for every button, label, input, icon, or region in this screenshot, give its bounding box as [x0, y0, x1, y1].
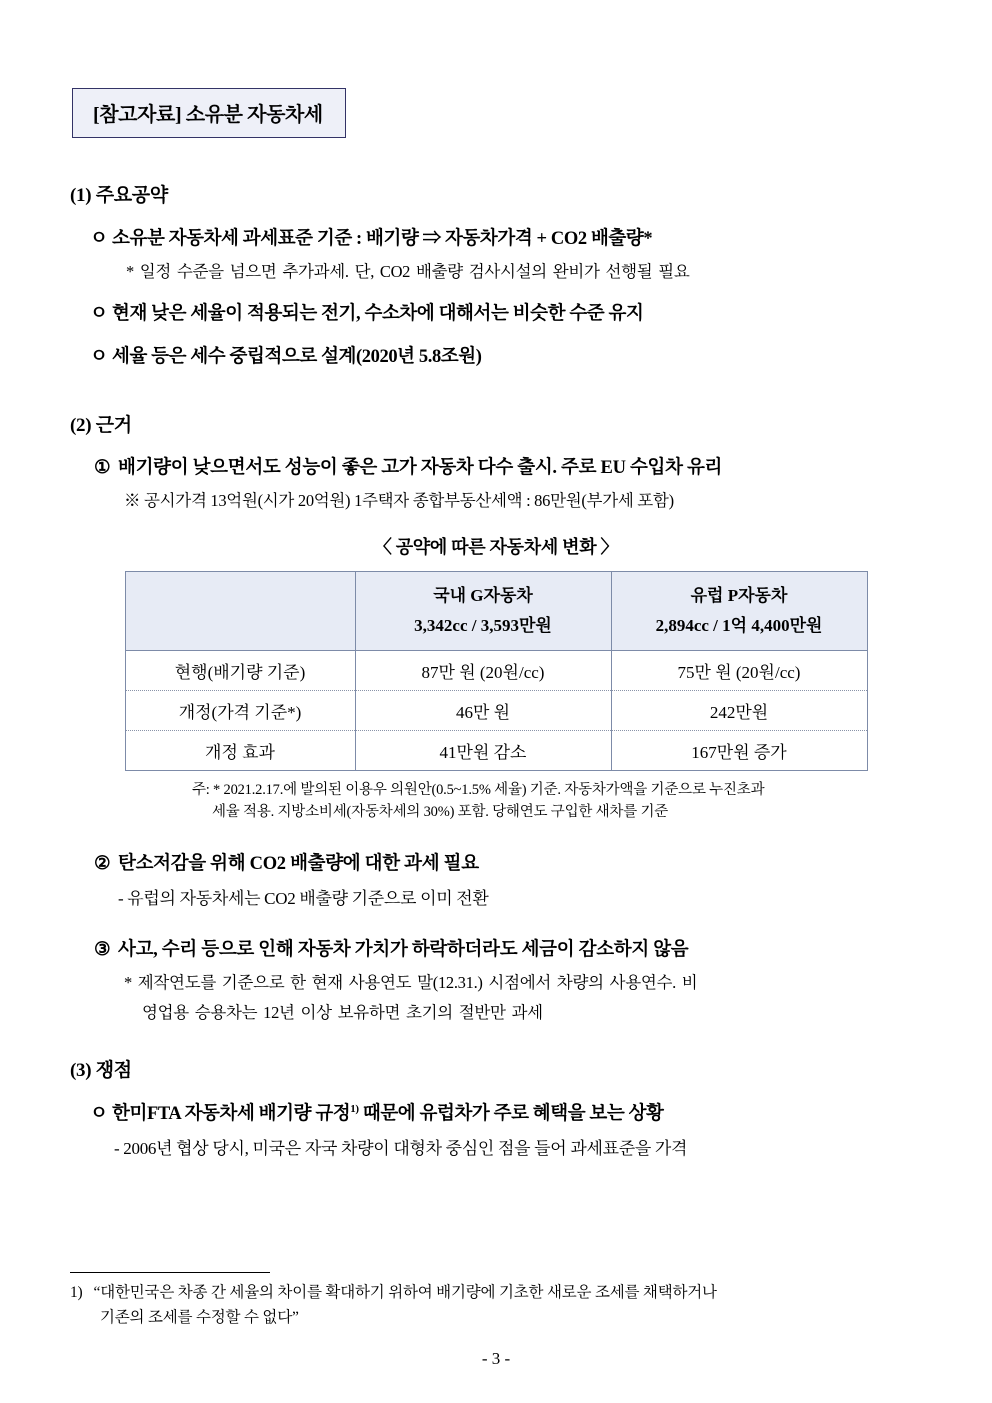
numbered-item-1 [94, 453, 922, 479]
row-value-europe: 242만원 [611, 690, 867, 730]
reference-note: ※ 공시가격 13억원(시가 20억원) 1주택자 종합부동산세액 : 86만원(부가세 포함) [124, 491, 674, 510]
dash-note: - 2006년 협상 당시, 미국은 자국 차량이 대형차 중심인 점을 들어 과세표준을 가격 [114, 1139, 688, 1159]
section-heading-2: (2) 근거 [70, 415, 132, 436]
table-row [125, 650, 867, 690]
bullet-item [90, 342, 922, 368]
bullet-marker: ㅇ [90, 347, 108, 367]
footnote-divider [70, 1272, 270, 1273]
numbered-item-3 [94, 935, 922, 961]
bullet-text-post: 때문에 유럽차가 주로 혜택을 보는 상황 [358, 1104, 664, 1125]
section-heading-3: (3) 쟁점 [70, 1060, 132, 1082]
row-value-domestic: 41만원 감소 [355, 730, 611, 770]
page-title: [참고자료] 소유분 자동차세 [72, 88, 346, 138]
numbered-item-2 [94, 849, 922, 875]
car-tax-table [125, 571, 868, 771]
bullet-marker: ㅇ [90, 304, 108, 324]
row-label: 개정 효과 [125, 730, 355, 770]
item-text: 탄소저감을 위해 CO2 배출량에 대한 과세 필요 [118, 854, 479, 875]
table-note-line2: 세율 적용. 지방소비세(자동차세의 30%) 포함. 당해연도 구입한 새차를 기준 [212, 803, 669, 820]
table-row [125, 690, 867, 730]
bullet-text: 소유분 자동차세 과세표준 기준 : 배기량 ⇒ 자동차가격 + CO2 배출량* [112, 229, 653, 249]
item-marker: ① [94, 458, 111, 478]
footnote-line2: 기존의 조세를 수정할 수 없다” [100, 1309, 299, 1327]
footnote [70, 1281, 930, 1331]
item-marker: ③ [94, 940, 111, 961]
item-marker: ② [94, 854, 111, 875]
row-value-domestic: 46만 원 [355, 690, 611, 730]
header-line2: 3,342cc / 3,593만원 [414, 615, 552, 635]
star-note-line2: 영업용 승용차는 12년 이상 보유하면 초기의 절반만 과세 [142, 1003, 543, 1023]
bullet-marker: ㅇ [90, 1104, 108, 1125]
table-note-line1: 주: * 2021.2.17.에 발의된 이용우 의원안(0.5~1.5% 세율) 기준. 자동차가액을 기준으로 누진초과 [192, 781, 765, 798]
bullet-item [90, 224, 922, 250]
bullet-text-pre: 한미FTA 자동차세 배기량 규정 [112, 1104, 351, 1125]
table-header-row [125, 572, 867, 651]
star-note-line1: * 제작연도를 기준으로 한 현재 사용연도 말(12.31.) 시점에서 차량의 사용연수. 비 [124, 973, 698, 993]
item-text: 사고, 수리 등으로 인해 자동차 가치가 하락하더라도 세금이 감소하지 않음 [118, 940, 689, 961]
row-value-europe: 75만 원 (20원/cc) [611, 650, 867, 690]
page-number: - 3 - [481, 1349, 511, 1368]
footnote-area [70, 1258, 930, 1331]
bullet-item [90, 299, 922, 325]
footnote-marker: 1) [350, 1103, 359, 1116]
table-header-cell-europe [611, 572, 867, 651]
table-row [125, 730, 867, 770]
header-line1: 국내 G자동차 [433, 586, 533, 605]
section-heading-1: (1) 주요공약 [70, 185, 168, 206]
bullet-item-issue [90, 1099, 922, 1125]
row-label: 개정(가격 기준*) [125, 690, 355, 730]
footnote-line1: “대한민국은 차종 간 세율의 차이를 확대하기 위하여 배기량에 기초한 새로운 조세를 채택하거나 [93, 1284, 717, 1302]
bullet-marker: ㅇ [90, 229, 108, 249]
dash-note: - 유럽의 자동차세는 CO2 배출량 기준으로 이미 전환 [118, 889, 489, 909]
bullet-text: 현재 낮은 세율이 적용되는 전기, 수소차에 대해서는 비슷한 수준 유지 [112, 304, 644, 324]
item-text: 배기량이 낮으면서도 성능이 좋은 고가 자동차 다수 출시. 주로 EU 수입차 유리 [118, 458, 723, 478]
table-note [192, 779, 892, 824]
bullet-text: 세율 등은 세수 중립적으로 설계(2020년 5.8조원) [112, 347, 482, 367]
table-caption: 〈 공약에 따른 자동차세 변화 〉 [373, 537, 619, 557]
row-label: 현행(배기량 기준) [125, 650, 355, 690]
footnote-marker-number: 1) [70, 1284, 83, 1302]
row-value-europe: 167만원 증가 [611, 730, 867, 770]
row-value-domestic: 87만 원 (20원/cc) [355, 650, 611, 690]
star-note: * 일정 수준을 넘으면 추가과세. 단, CO2 배출량 검사시설의 완비가 선행될 필요 [126, 262, 690, 281]
header-line1: 유럽 P자동차 [690, 586, 788, 605]
table-header-cell-empty [125, 572, 355, 651]
table-header-cell-domestic [355, 572, 611, 651]
header-line2: 2,894cc / 1억 4,400만원 [655, 615, 823, 635]
